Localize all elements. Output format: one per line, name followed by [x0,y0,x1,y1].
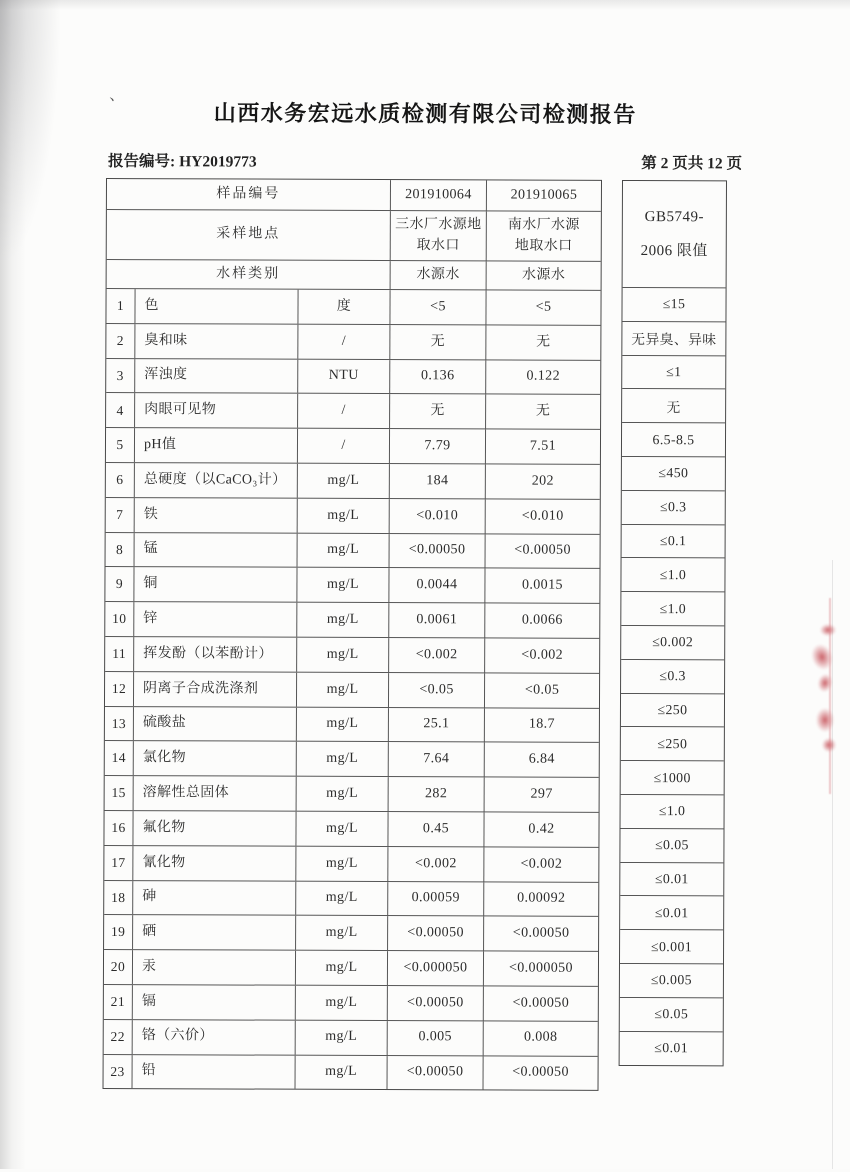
limit-value: ≤0.01 [620,896,723,930]
table-row [106,533,600,570]
parameter-unit: 度 [298,290,390,324]
sampling-site-label: 采样地点 [107,210,391,260]
sample1-value: 0.0044 [389,568,485,602]
table-row [104,1020,598,1057]
sample1-value: <0.002 [389,638,485,672]
limit-value: 无 [622,389,725,423]
limit-column-table [619,180,727,1067]
sample1-value: 无 [390,325,486,359]
table-row [105,672,599,709]
parameter-unit: mg/L [297,742,389,776]
limit-value: ≤0.3 [621,660,724,694]
parameter-unit: mg/L [296,916,388,950]
parameter-unit: mg/L [297,568,389,602]
parameter-name: 硒 [133,915,296,949]
parameter-name: 总硬度（以CaCO₃计） [135,463,298,497]
stray-ink-mark: 、 [109,87,125,105]
table-row [106,428,600,465]
sample-type-label: 水样类别 [107,260,391,289]
table-row [106,324,600,361]
limit-value: ≤1 [622,356,725,390]
parameter-name: 锰 [135,533,298,567]
parameter-unit: / [298,429,390,463]
parameter-name: 铜 [134,567,297,601]
table-row [105,741,599,778]
sample2-value: <0.00050 [512,995,570,1011]
limit-value: ≤0.05 [620,998,723,1032]
sample2-value: 297 [530,786,553,802]
parameter-unit: mg/L [296,881,388,915]
header-row-sample-no [107,179,601,212]
parameter-name: 氟化物 [133,811,296,845]
row-number: 15 [105,776,134,810]
row-number: 22 [104,1020,133,1054]
limit-value: 无异臭、异味 [622,322,725,356]
sample2-value: 0.122 [526,368,561,385]
row-number: 13 [105,707,134,741]
sample1-value: <0.00050 [388,986,484,1020]
sample2-value: 无 [535,403,551,419]
page-indicator: 第 2 页共 12 页 [641,155,743,173]
row-number: 7 [106,498,135,532]
parameter-unit: / [298,325,390,359]
sample2-value: <0.002 [521,647,564,663]
table-row [106,463,600,500]
limit-value: ≤250 [621,727,724,761]
red-seal-fragment [810,622,842,772]
parameter-name: 臭和味 [135,324,298,358]
row-number: 5 [106,428,135,462]
limit-value: ≤0.01 [620,863,723,897]
limit-value: ≤0.3 [622,491,725,525]
report-title: 山西水务宏远水质检测有限公司检测报告 [213,100,637,128]
sample1-value: 7.79 [390,429,486,463]
sample1-site: 三水厂水源地 取水口 [391,211,487,260]
sample2-value: 无 [536,334,551,350]
limit-value: ≤0.005 [620,964,723,998]
limit-value: ≤0.1 [622,525,725,559]
header-row-sampling-site [107,210,601,262]
row-number: 23 [104,1055,133,1089]
parameter-name: 硫酸盐 [134,707,297,741]
parameter-name: 砷 [133,881,296,915]
parameter-unit: NTU [298,359,390,393]
seal-mark [816,673,833,694]
sample2-value: <0.00050 [514,542,571,559]
table-row [106,498,600,535]
row-number: 1 [106,289,135,323]
sample2-value: <5 [535,299,552,315]
limit-column-header: GB5749- 2006 限值 [623,181,726,288]
sample1-value: <0.002 [388,847,484,881]
row-number: 20 [104,950,133,984]
parameter-unit: mg/L [298,499,390,533]
parameter-unit: mg/L [297,672,389,706]
sample1-value: <0.010 [390,499,486,533]
sample2-value: <0.05 [524,682,560,698]
parameter-unit: mg/L [297,777,389,811]
sample2-value: <0.00050 [512,925,570,941]
seal-mark [808,641,836,672]
row-number: 19 [104,915,133,949]
table-row [104,915,598,952]
parameter-name: 挥发酚（以苯酚计） [134,637,297,671]
parameter-name: 铬（六价） [133,1020,296,1054]
parameter-unit: / [298,394,390,428]
report-number-label: 报告编号: [108,152,176,171]
parameter-name: 溶解性总固体 [134,776,297,810]
sample2-value: 0.008 [523,1030,558,1046]
limit-value: ≤0.05 [620,829,723,863]
sample1-value: <5 [390,290,486,324]
table-row [105,637,599,674]
sample2-value: 18.7 [528,716,555,733]
report-meta-row [108,149,742,173]
limit-value: ≤450 [622,457,725,491]
row-number: 16 [104,811,133,845]
table-row [105,707,599,744]
table-row [104,881,598,918]
parameter-name: pH值 [135,428,298,462]
limit-value: ≤1.0 [621,592,724,626]
row-number: 9 [105,567,134,601]
sample2-value: <0.00050 [512,1064,569,1081]
sample1-value: <0.00050 [388,916,484,950]
sample2-value: <0.002 [520,856,563,872]
parameter-name: 锌 [134,602,297,636]
parameter-name: 镉 [133,985,296,1019]
limit-value: ≤1.0 [621,558,724,592]
sample1-value: 0.45 [388,812,484,846]
sample2-site: 南水厂水源 地取水口 [507,217,580,254]
parameter-name: 肉眼可见物 [135,393,298,427]
row-number: 6 [106,463,135,497]
row-number: 17 [104,846,133,880]
parameter-unit: mg/L [296,951,388,985]
row-number: 14 [105,741,134,775]
parameter-name: 铅 [133,1055,296,1089]
limit-value: ≤1000 [621,761,724,795]
parameter-unit: mg/L [296,846,388,880]
row-number: 18 [104,881,133,915]
parameter-unit: mg/L [297,638,389,672]
header-row-sample-type [107,260,601,291]
table-row [106,393,600,430]
table-row [104,846,598,883]
table-row [105,776,599,813]
report-number [108,149,257,172]
sample2-value: 7.51 [529,438,557,454]
table-row [106,359,600,396]
sample1-value: 0.00059 [388,882,484,916]
sample2-number: 201910065 [510,187,578,203]
sample1-value: <0.00050 [390,534,486,568]
sample2-value: 0.42 [528,821,555,837]
limit-value: ≤0.002 [621,626,724,660]
table-row [104,811,598,848]
row-number: 8 [106,533,135,567]
table-row [104,1055,598,1091]
sample2-value: 0.0015 [521,577,563,593]
table-row [105,567,599,604]
sample1-value: <0.05 [389,673,485,707]
seal-mark [820,624,836,636]
parameter-unit: mg/L [296,1020,388,1054]
table-row [104,950,598,987]
sample1-value: 0.005 [388,1021,484,1055]
sample1-value: 184 [390,464,486,498]
sample2-value: 6.84 [528,751,555,767]
sample2-value: <0.010 [521,508,564,524]
seal-mark [816,708,834,732]
sample2-value: <0.000050 [508,960,574,976]
sample2-value: 0.00092 [517,890,566,907]
parameter-name: 浑浊度 [135,359,298,393]
parameter-name: 阴离子合成洗涤剂 [134,672,297,706]
seal-edge-line [829,598,831,794]
parameter-unit: mg/L [297,707,389,741]
row-number: 2 [106,324,135,358]
sample2-value: 202 [531,473,554,489]
parameter-unit: mg/L [296,812,388,846]
parameter-name: 氯化物 [134,741,297,775]
sample1-value: 0.0061 [389,603,485,637]
limit-value: ≤0.01 [654,1040,689,1056]
sample1-type: 水源水 [391,261,487,289]
sample1-value: 0.136 [390,360,486,394]
table-row [104,985,598,1022]
parameter-name: 氰化物 [133,846,296,880]
row-number: 21 [104,985,133,1019]
report-number-value: HY2019773 [179,153,257,171]
table-row [105,602,599,639]
row-number: 12 [105,672,134,706]
sample-no-label: 样品编号 [107,179,391,210]
limit-value: ≤15 [622,288,725,322]
sample1-value: 无 [390,394,486,428]
row-number: 3 [106,359,135,393]
row-number: 4 [106,393,135,427]
sample1-value: 282 [389,777,485,811]
row-number: 10 [105,602,134,636]
sample1-value: <0.000050 [388,951,484,985]
parameter-unit: mg/L [296,1055,388,1089]
limit-value: ≤0.001 [620,930,723,964]
parameter-unit: mg/L [298,464,390,498]
sample1-value: 25.1 [389,708,485,742]
limit-value: ≤250 [621,694,724,728]
parameter-unit: mg/L [297,603,389,637]
table-row [106,289,600,326]
parameter-name: 色 [135,289,298,323]
sample2-value: 0.0066 [521,612,563,628]
sample1-number: 201910064 [391,180,487,210]
sample2-type: 水源水 [522,267,566,283]
parameter-name: 汞 [133,950,296,984]
limit-value: 6.5-8.5 [622,423,725,457]
parameter-unit: mg/L [298,533,390,567]
parameter-name: 铁 [135,498,298,532]
sample1-value: 7.64 [389,742,485,776]
sample1-value: <0.00050 [388,1056,484,1090]
results-table [103,178,602,1091]
parameter-unit: mg/L [296,986,388,1020]
row-number: 11 [105,637,134,671]
limit-value: ≤1.0 [621,795,724,829]
